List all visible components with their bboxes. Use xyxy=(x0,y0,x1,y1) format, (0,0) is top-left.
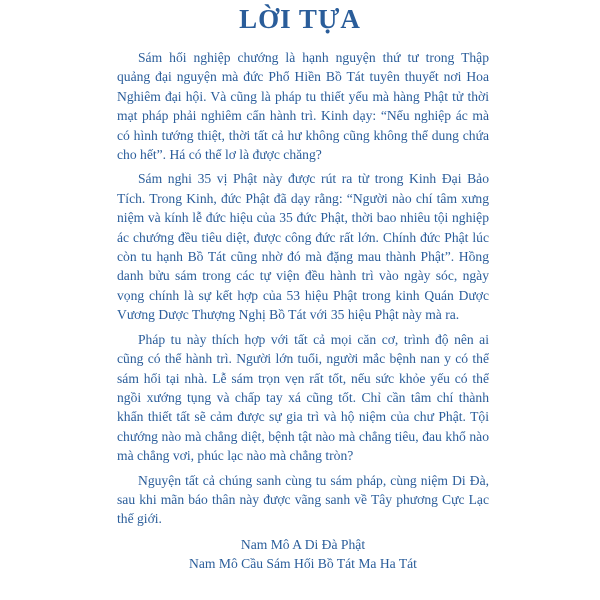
paragraph-1: Sám hối nghiệp chướng là hạnh nguyện thứ tư trong Thập quảng đại nguyện mà đức Phổ Hiền Bồ Tát tuyên thuyết nơi Hoa Nghiêm đại hội. Và cũng là pháp tu thiết yếu mà hàng Phật tử thời mạt pháp phải nghiêm cẩn hành trì. Kinh dạy: “Nếu nghiệp ác mà có hình tướng thiệt, thời tất cả hư không cũng không thể dung chứa cho hết”. Há có thể lơ là được chăng? xyxy=(117,50,489,163)
paragraph-3: Pháp tu này thích hợp với tất cả mọi căn cơ, trình độ nên ai cũng có thể hành trì. Người lớn tuổi, người mắc bệnh nan y có thể sám hối tại nhà. Lễ sám trọn vẹn rất tốt, nếu sức khỏe yếu có thể ngồi xướng tụng và chấp tay xá cũng tốt. Chỉ cần tâm chí thành khẩn thiết tất sẽ cảm được sự gia trì và hộ niệm của chư Phật. Tội chướng nào mà chẳng diệt, bệnh tật nào mà chẳng tiêu, đau khổ nào mà chẳng vơi, phúc lạc nào mà chẳng tròn? xyxy=(117,331,489,464)
preface-body xyxy=(117,48,489,574)
invocation-amitabha: Nam Mô A Di Đà Phật xyxy=(240,536,366,552)
invocation-repentance-bodhisattva: Nam Mô Cầu Sám Hối Bồ Tát Ma Ha Tát xyxy=(189,556,417,572)
paragraph-2: Sám nghi 35 vị Phật này được rút ra từ trong Kinh Đại Bảo Tích. Trong Kinh, đức Phật đã dạy rằng: “Người nào chí tâm xưng niệm và kính lễ đức hiệu của 35 đức Phật, thời bao nhiêu tội nghiệp ác chướng đều tiêu diệt, được công đức rất lớn. Chính đức Phật lúc còn tu hạnh Bồ Tát cũng nhờ đó mà đặng mau thành Phật”. Hồng danh bửu sám trong các tự viện đều hành trì vào ngày sóc, ngày vọng chính là sự kết hợp của 53 hiệu Phật trong kinh Quán Dược Vương Dược Thượng Nghị Bồ Tát với 35 hiệu Phật này mà ra. xyxy=(117,171,489,323)
paragraph-4: Nguyện tất cả chúng sanh cùng tu sám pháp, cùng niệm Di Đà, sau khi mãn báo thân này được vãng sanh về Tây phương Cực Lạc thế giới. xyxy=(117,472,489,527)
page-title: LỜI TỰA xyxy=(239,4,361,34)
closing-invocations xyxy=(117,535,489,574)
